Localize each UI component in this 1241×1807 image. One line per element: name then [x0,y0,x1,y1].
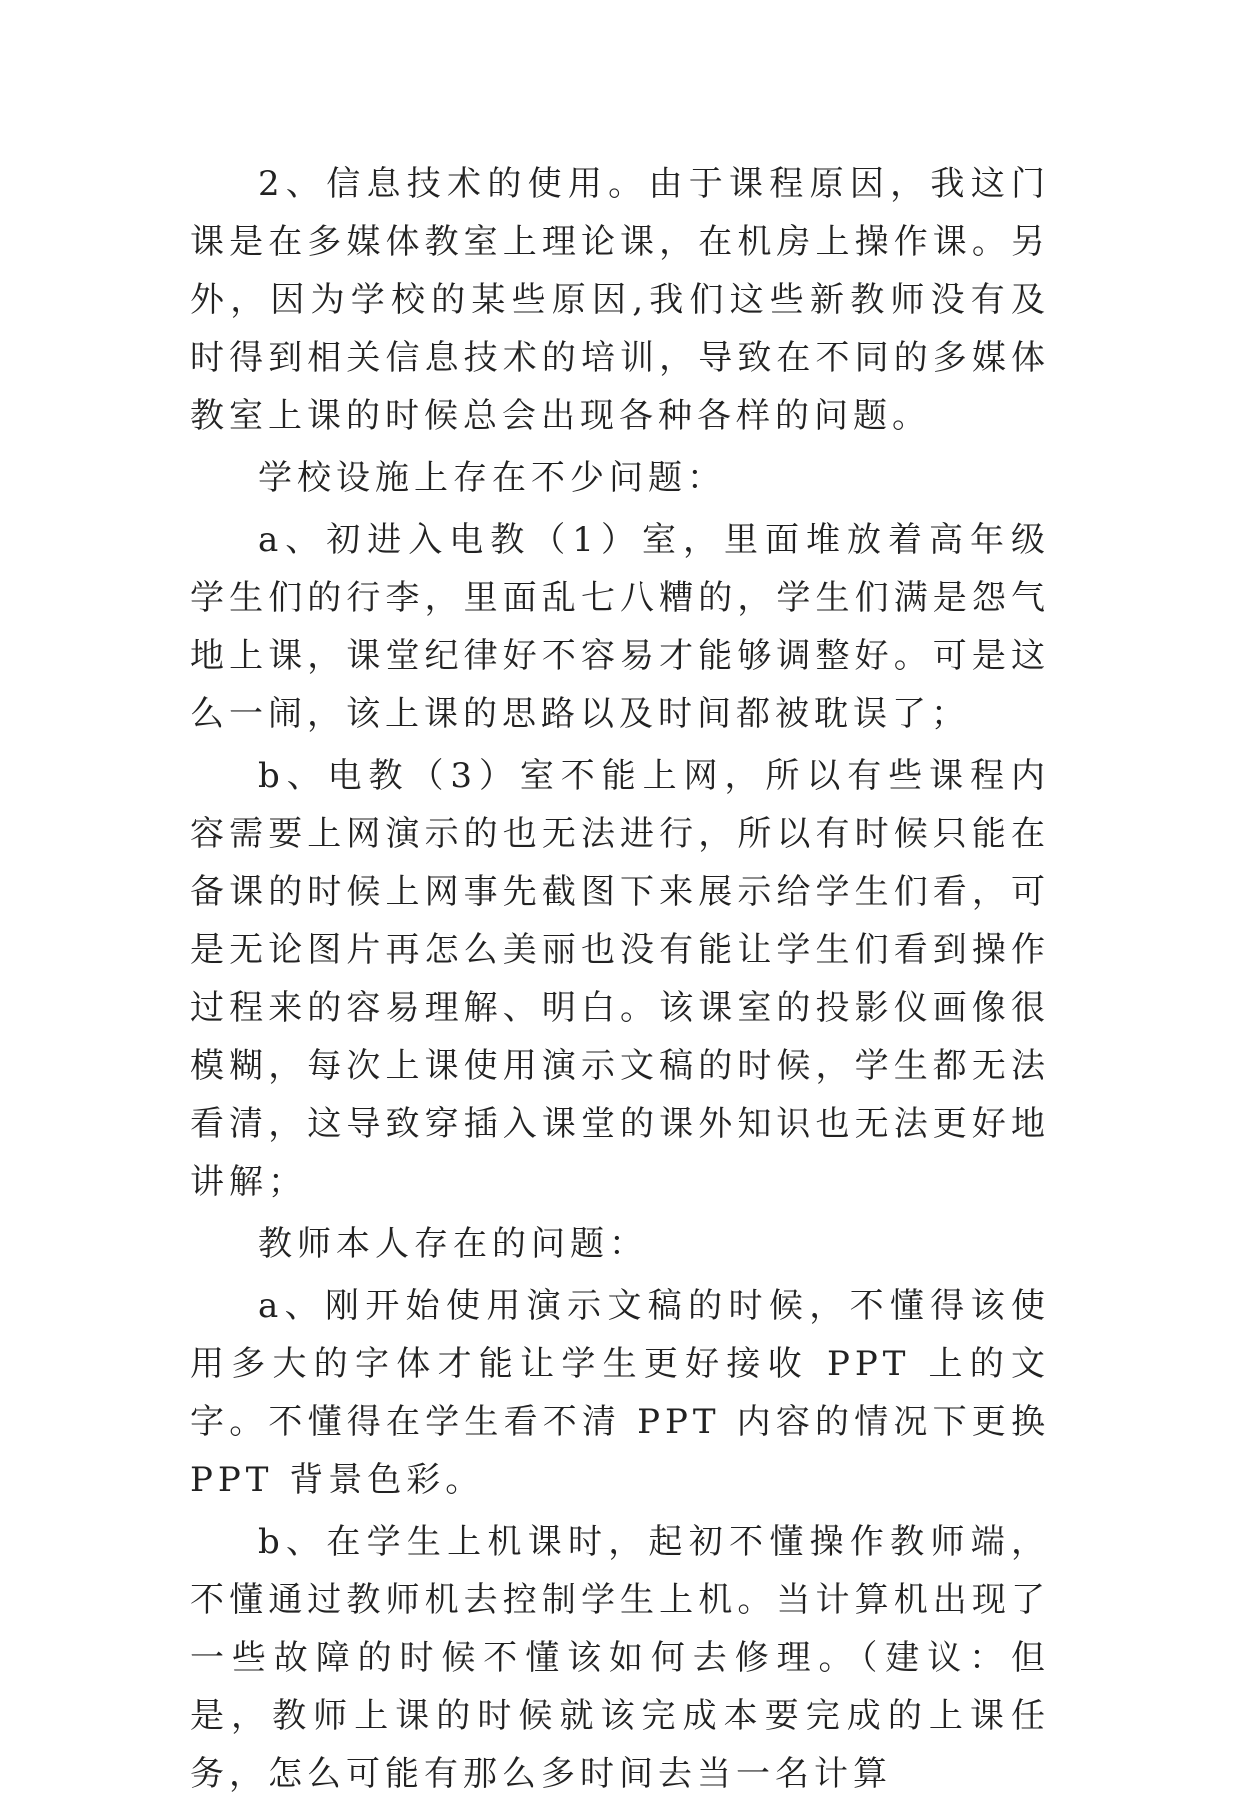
paragraph-classroom-1-issue: a、初进入电教（1）室，里面堆放着高年级学生们的行李，里面乱七八糟的，学生们满是怨气地上课，课堂纪律好不容易才能够调整好。可是这么一闹，该上课的思路以及时间都被耽误了； [190,520,1050,734]
paragraph-info-tech-usage: 2、信息技术的使用。由于课程原因，我这门课是在多媒体教室上理论课，在机房上操作课。另外，因为学校的某些原因,我们这些新教师没有及时得到相关信息技术的培训，导致在不同的多媒体教室上课的时候总会出现各种各样的问题。 [190,164,1050,436]
paragraph-classroom-3-issue: b、电教（3）室不能上网，所以有些课程内容需要上网演示的也无法进行，所以有时候只能在备课的时候上网事先截图下来展示给学生们看，可是无论图片再怎么美丽也没有能让学生们看到操作过程来的容易理解、明白。该课室的投影仪画像很模糊，每次上课使用演示文稿的时候，学生都无法看清，这导致穿插入课堂的课外知识也无法更好地讲解； [190,756,1050,1202]
paragraph-teacher-problems-heading: 教师本人存在的问题： [258,1224,648,1264]
paragraph-ppt-font-issue: a、刚开始使用演示文稿的时候，不懂得该使用多大的字体才能让学生更好接收 PPT 上的文字。不懂得在学生看不清 PPT 内容的情况下更换 PPT 背景色彩。 [190,1286,1050,1500]
paragraph-lab-control-issue: b、在学生上机课时，起初不懂操作教师端，不懂通过教师机去控制学生上机。当计算机出现了一些故障的时候不懂该如何去修理。（建议：但是，教师上课的时候就该完成本要完成的上课任务，怎么可能有那么多时间去当一名计算 [190,1522,1050,1794]
document-body [190,155,1050,1807]
paragraph-facility-problems-heading: 学校设施上存在不少问题： [258,458,726,498]
